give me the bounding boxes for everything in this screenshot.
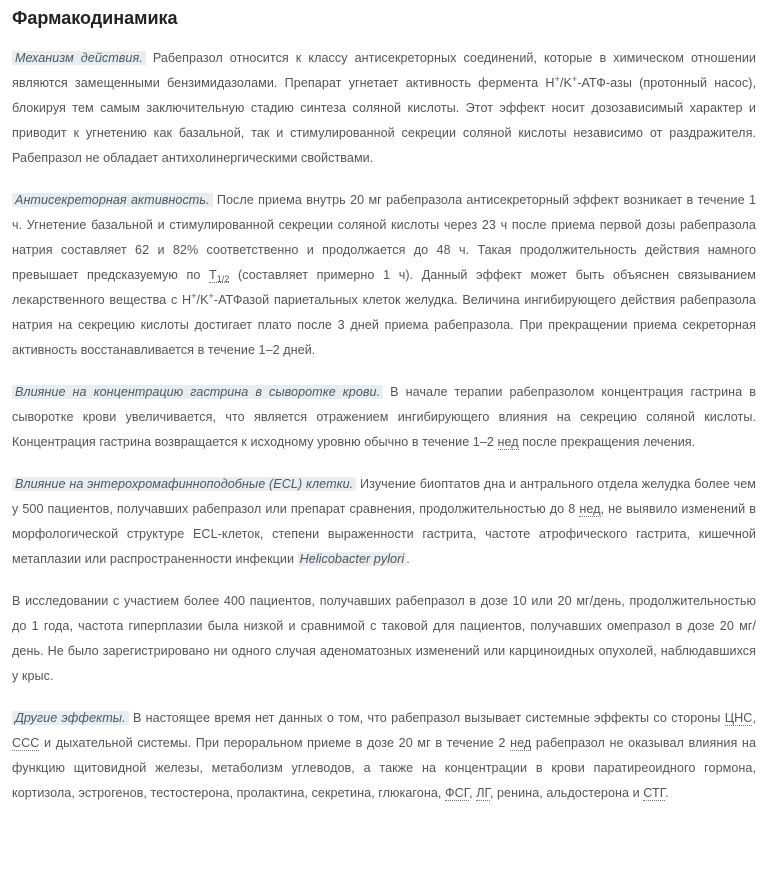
text: В начале терапии рабепразолом концентрация гастрина в сыворотке крови увеличивается, что является отражением ингибирующего влияния на секрецию соляной кислоты. Концентрация гастрина возвращается к исходному уровню обычно в течение 1–2 [12,385,756,449]
text: Изучение биоптатов дна и антрального отдела желудка более чем у 500 пациентов, получавших рабепразол или препарат сравнения, продолжительностью до 8 [12,477,757,516]
text: , [469,786,477,800]
text: -АТФ-азы (протонный насос), блокируя тем самым заключительную стадию синтеза соляной кислоты. Этот эффект носит дозозависимый характер и приводит к угнетению как базальной, так и стимулированной секреции соляной кислоты независимо от раздражителя. Рабепразол не обладает антихолинергическими свойствами. [12,76,757,165]
term-mechanism: Механизм действия. [12,51,146,65]
text: , ренина, альдостерона и [489,786,644,800]
text: и дыхательной системы. При пероральном приеме в дозе 20 мг в течение 2 [39,736,511,750]
paragraph-mechanism [12,46,756,171]
superscript: + [191,291,197,301]
text: (составляет примерно 1 ч). Данный эффект может быть объяснен связыванием лекарственного вещества с H [12,268,756,307]
text: , не выявило изменений в морфологической структуре ECL-клеток, степени выраженности гастрита, частоте атрофического гастрита, кишечной метаплазии или распространенности инфекции [12,502,756,566]
paragraph-other-effects [12,706,756,806]
abbr-fsh[interactable]: ФСГ [445,786,470,800]
text: после прекращения лечения. [518,435,696,449]
paragraph-study: В исследовании с участием более 400 пациентов, получавших рабепразол в дозе 10 или 20 мг/день, продолжительностью до 1 года, частота гиперплазии была низкой и сравнимой с таковой для пациентов, получавших омепразол в дозе 20 мг/день. Не было зарегистрировано ни одного случая аденоматозных изменений или карциноидных опухолей, наблюдавшихся у крыс. [12,594,756,683]
abbr-gh[interactable]: СТГ [643,786,666,800]
abbr-cvs[interactable]: ССС [12,736,40,750]
abbr-half-life[interactable] [209,268,229,283]
term-other-effects: Другие эффекты. [12,711,129,725]
abbr-cns[interactable]: ЦНС [724,711,753,725]
paragraph-gastrin [12,380,756,455]
abbr-week[interactable]: нед [579,502,601,516]
superscript: + [554,74,560,84]
text: -АТФазой париетальных клеток желудка. Величина ингибирующего действия рабепразола натрия на секрецию кислоты достигает плато после 3 дней приема рабепразола. При прекращении приема секреторная активность восстанавливается в течение 1–2 дней. [12,293,756,357]
text: /K [196,293,209,307]
section-heading: Фармакодинамика [12,8,178,28]
paragraph-antisecretory [12,188,756,363]
paragraph-ecl [12,472,756,572]
text: . [665,786,669,800]
abbr-lh[interactable]: ЛГ [476,786,490,800]
term-ecl: Влияние на энтерохромафинноподобные (ECL) клетки. [12,477,356,491]
abbr-half-life-letter: T [208,268,217,282]
term-gastrin: Влияние на концентрацию гастрина в сыворотке крови. [12,385,383,399]
term-antisecretory: Антисекреторная активность. [12,193,213,207]
subscript: 1/2 [216,274,230,284]
abbr-week[interactable]: нед [510,736,532,750]
text: рабепразол не оказывал влияния на функцию щитовидной железы, метаболизм углеводов, а также на концентрации в крови паратиреоидного гормона, кортизола, эстрогенов, тестостерона, пролактина, секретина, глюкагона, [12,736,756,800]
abbr-week[interactable]: нед [497,435,519,449]
text: В настоящее время нет данных о том, что рабепразол вызывает системные эффекты со стороны [128,711,725,725]
text: . [406,552,410,566]
text: /K [559,76,572,90]
text: , [752,711,756,725]
species-name: Helicobacter pylori [299,552,405,566]
text: После приема внутрь 20 мг рабепразола антисекреторный эффект возникает в течение 1 ч. Угнетение базальной и стимулированной секреции соляной кислоты через 23 ч после приема первой дозы рабепразола натрия составляет 62 и 82% соответственно и продолжается до 48 ч. Такая продолжительность действия намного превышает предсказуемую по [12,193,756,282]
text: Рабепразол относится к классу антисекреторных соединений, которые в химическом отношении являются замещенными бензимидазолами. Препарат угнетает активность фермента H [12,51,756,90]
superscript: + [208,291,214,301]
superscript: + [571,74,578,84]
